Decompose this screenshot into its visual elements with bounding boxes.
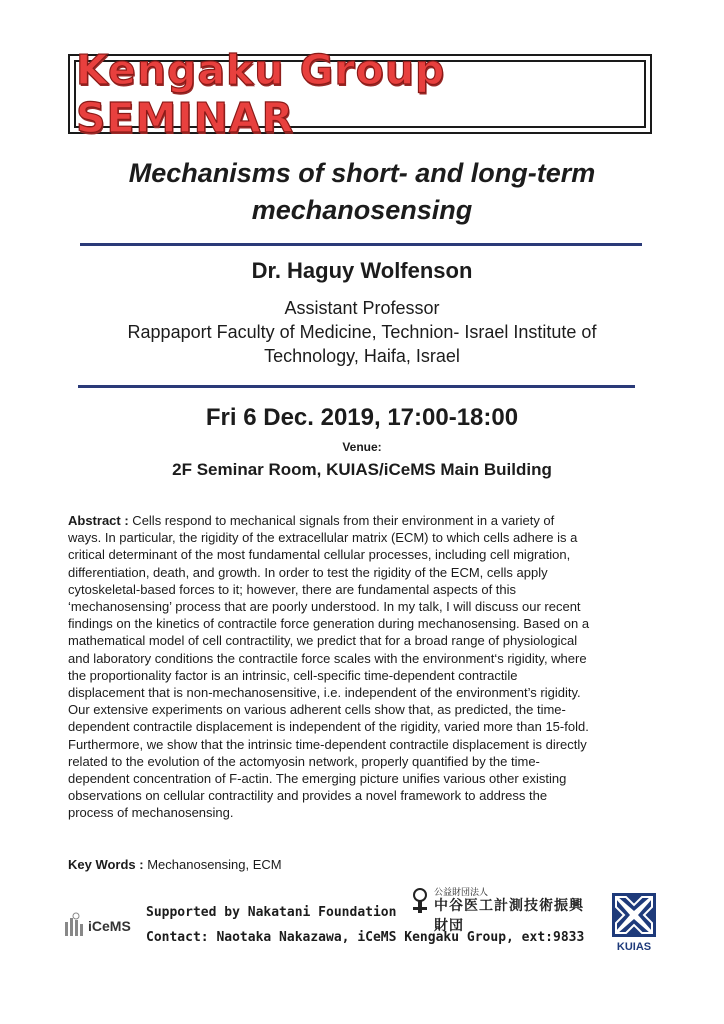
abstract-line: dependent concentration of F-actin. The emerging picture unifies various other existing xyxy=(68,771,567,787)
keywords-label: Key Words : xyxy=(68,857,144,872)
speaker-position: Assistant Professor xyxy=(284,298,440,318)
abstract-line: Furthermore, we show that the intrinsic time-dependent contractile displacement is directly xyxy=(68,736,587,752)
kuias-emblem-icon xyxy=(612,893,656,937)
event-datetime: Fri 6 Dec. 2019, 17:00-18:00 xyxy=(205,404,519,431)
abstract-text-0: Cells respond to mechanical signals from their environment in a variety of xyxy=(128,513,555,528)
seminar-banner xyxy=(68,46,652,142)
abstract-line: differentiation, death, and growth. In order to test the rigidity of the ECM, cells apply xyxy=(68,564,548,580)
abstract-line: dependent contractile displacement is independent of the rigidity, varied more than 15-fold. xyxy=(68,719,589,735)
kuias-logo-text: KUIAS xyxy=(616,941,652,953)
abstract-line: mathematical model of cell contractility, we predict that for a broad range of physiological xyxy=(68,633,578,649)
abstract-line: ways. In particular, the rigidity of the extracellular matrix (ECM) to which cells adhere is a xyxy=(68,530,578,546)
nakatani-small-text: 公益財団法人 xyxy=(434,888,489,898)
abstract-line: findings on the kinetics of contractile force generation during mechanosensing. Based on a xyxy=(68,616,590,632)
kuias-logo xyxy=(606,893,662,955)
abstract xyxy=(68,512,660,822)
supported-by: Supported by Nakatani Foundation xyxy=(146,905,397,920)
venue-label: Venue: xyxy=(342,440,382,454)
talk-title-line1: Mechanisms of short- and long-term xyxy=(128,158,596,188)
speaker-name: Dr. Haguy Wolfenson xyxy=(251,258,473,283)
abstract-line: ‘mechanosensing’ process that are poorly understood. In my talk, I will discuss our recent xyxy=(68,599,581,615)
abstract-line: related to the evolution of the actomyosin network, properly quantified by the time- xyxy=(68,753,540,769)
talk-title xyxy=(60,155,664,229)
divider-top xyxy=(80,243,642,246)
speaker-info xyxy=(60,296,664,368)
abstract-line: observations on cellular contractility and provides a novel framework to address the xyxy=(68,788,548,804)
keywords-value: Mechanosensing, ECM xyxy=(143,857,282,872)
speaker-affiliation-line2: Technology, Haifa, Israel xyxy=(264,346,460,366)
abstract-line-0 xyxy=(68,512,660,529)
nakatani-emblem-icon xyxy=(410,887,430,917)
abstract-line: process of mechanosensing. xyxy=(68,805,234,821)
nakatani-name: 中谷医工計測技術振興財団 xyxy=(434,898,584,934)
seminar-title: Kengaku Group SEMINAR xyxy=(76,46,446,142)
abstract-label: Abstract : xyxy=(68,513,129,528)
nakatani-logo xyxy=(410,885,585,934)
abstract-line: the proportionality factor is an intrinsic, cell-specific time-dependent contractile xyxy=(68,667,518,683)
venue: 2F Seminar Room, KUIAS/iCeMS Main Building xyxy=(172,460,552,479)
abstract-line: and laboratory conditions the contractile force scales with the environment‘s rigidity, where xyxy=(68,650,587,666)
contact-info: Contact: Naotaka Nakazawa, iCeMS Kengaku Group, ext:9833 xyxy=(146,930,585,945)
icems-emblem-icon xyxy=(64,912,86,940)
talk-title-line2: mechanosensing xyxy=(251,195,473,225)
icems-logo xyxy=(64,905,136,947)
abstract-line: Our extensive experiments on various adherent cells show that, as predicted, the time- xyxy=(68,702,566,718)
abstract-line: displacement that is non-mechanosensitive, i.e. independent of the environment’s rigidity. xyxy=(68,685,581,701)
keywords xyxy=(68,857,660,872)
divider-bottom xyxy=(78,385,635,388)
seminar-banner-inner xyxy=(74,46,646,142)
icems-logo-text: iCeMS xyxy=(88,918,131,934)
abstract-line: cytoskeletal-based forces to it; however, there are fundamental aspects of this xyxy=(68,581,517,597)
abstract-line: critical determinant of the most fundamental cellular processes, including cell migration, xyxy=(68,547,571,563)
speaker-affiliation-line1: Rappaport Faculty of Medicine, Technion- Israel Institute of xyxy=(127,322,597,342)
